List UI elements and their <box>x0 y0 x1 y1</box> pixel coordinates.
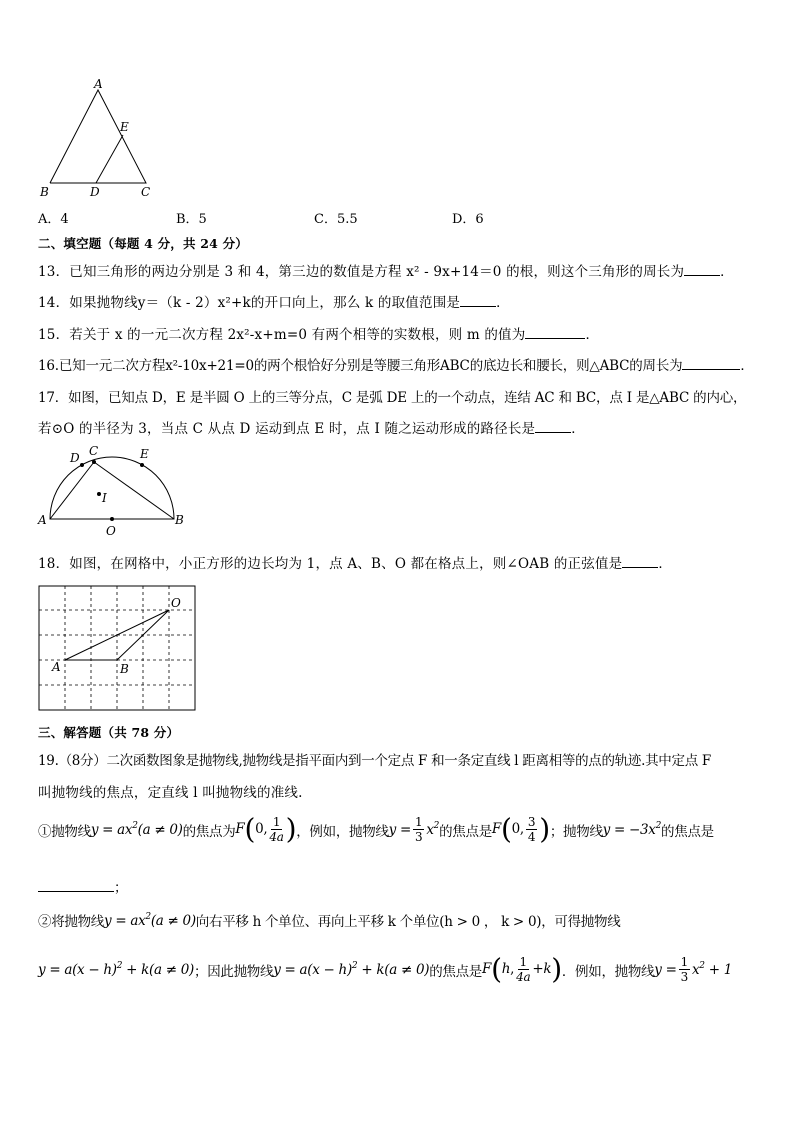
label-O: O <box>106 524 116 538</box>
option-a: A．4 <box>38 212 69 227</box>
formula-focus-general: F(0, $\frac{1}{4a}$ ) <box>235 812 297 846</box>
q17-text: 若⊙O 的半径为 3，当点 C 从点 D 运动到点 E 时，点 I 随之运动形成的路径长是 <box>38 421 536 437</box>
label-B: B <box>40 185 49 199</box>
q19-p1-c: ，例如，抛物线 <box>296 823 389 840</box>
q13 <box>38 260 734 280</box>
formula-neg3: $y = -3x^2$ <box>602 821 662 838</box>
label-B: B <box>175 513 184 527</box>
q19-part3 <box>38 952 733 986</box>
semicircle-figure <box>34 442 194 538</box>
q17-blank[interactable] <box>535 420 571 433</box>
q15 <box>38 323 599 343</box>
q13-text: 13．已知三角形的两边分别是 3 和 4，第三边的数值是方程 x² - 9x+14＝0 的根，则这个三角形的周长为 <box>38 264 685 280</box>
q15-blank[interactable] <box>525 326 585 339</box>
q17-line2 <box>38 417 585 437</box>
q18-blank[interactable] <box>622 555 658 568</box>
q19-p2-b: 向右平移 h 个单位、再向上平移 k 个单位(h > 0 ， k > 0)，可得抛物线 <box>195 914 621 930</box>
q17-line1: 17．如图，已知点 D，E 是半圆 O 上的三等分点，C 是弧 DE 上的一个动点，连结 AC 和 BC，点 I 是△ABC 的内心， <box>38 390 747 406</box>
q14 <box>38 291 510 311</box>
formula-focus-example: F(0, $\frac{3}{4}$ ) <box>491 812 550 846</box>
formula-parabola-2: $y = ax^2(a \ne 0)$ <box>104 911 196 929</box>
q15-end: ． <box>585 327 600 343</box>
option-b: B．5 <box>176 212 207 227</box>
q16 <box>38 354 754 374</box>
label-I: I <box>102 491 107 505</box>
q19-p3-b: 的焦点是 <box>429 963 483 980</box>
q19-p1-f: 的焦点是 <box>661 823 714 840</box>
formula-shifted: $y = a(x - h)^2 + k(a \ne 0)$ <box>38 961 194 978</box>
label-D: D <box>90 185 100 199</box>
q18-text: 18．如图，在网格中，小正方形的边长均为 1，点 A、B、O 都在格点上，则∠OAB 的正弦值是 <box>38 556 623 572</box>
q16-blank[interactable] <box>682 357 740 370</box>
q19-p3-c: ．例如，抛物线 <box>561 963 655 980</box>
q19-blank-line <box>38 876 128 896</box>
formula-example: y = <box>388 821 411 838</box>
label-E: E <box>140 447 149 461</box>
q15-text: 15．若关于 x 的一元二次方程 2x²-x+m=0 有两个相等的实数根，则 m 的值为 <box>38 327 526 343</box>
formula-parabola: $y = ax^2(a \ne 0)$ <box>90 821 183 838</box>
option-d: D．6 <box>452 212 484 227</box>
q16-end: ． <box>740 358 754 374</box>
q19-p1-a: ①抛物线 <box>38 823 91 840</box>
q13-blank[interactable] <box>684 263 720 276</box>
section2-title: 二、填空题（每题 4 分，共 24 分） <box>38 236 249 251</box>
label-E: E <box>120 120 129 134</box>
label-A: A <box>52 660 61 674</box>
q16-text: 16.已知一元二次方程x²-10x+21=0的两个根恰好分别是等腰三角形ABC的底边长和腰长，则△ABC的周长为 <box>38 358 683 374</box>
q17-end: ． <box>571 421 585 437</box>
formula-focus-shifted: F(h, $\frac{1}{4a}$ +k) <box>482 952 562 986</box>
label-C: C <box>141 185 151 199</box>
label-A: A <box>38 513 47 527</box>
q19-p2-a: ②将抛物线 <box>38 914 104 930</box>
section3-title: 三、解答题（共 78 分） <box>38 725 180 740</box>
q19-p1-e: ；抛物线 <box>549 823 603 840</box>
formula-x2-plus1: $x^2 + 1$ <box>691 961 733 978</box>
q19-part1 <box>38 812 714 846</box>
q19-part2 <box>38 910 620 930</box>
formula-example-2: y = <box>654 961 677 978</box>
triangle-figure <box>38 78 168 203</box>
formula-x2: $x^2$ <box>426 821 440 838</box>
label-A: A <box>94 78 103 91</box>
label-C: C <box>89 444 99 458</box>
q19-p1-d: 的焦点是 <box>439 823 492 840</box>
grid-figure <box>38 585 198 715</box>
q18-end: ． <box>658 556 673 572</box>
q19-p1-b: 的焦点为 <box>182 823 236 840</box>
formula-shifted-2: $y = a(x - h)^2 + k(a \ne 0)$ <box>273 961 430 978</box>
q13-end: ． <box>720 264 734 280</box>
q19-line2: 叫抛物线的焦点，定直线 l 叫抛物线的准线. <box>38 785 303 801</box>
q14-end: ． <box>496 295 510 311</box>
q19-p3-a: ；因此抛物线 <box>194 963 274 980</box>
frac-one-third-2: $\frac{1}{3}$ <box>680 955 688 984</box>
label-O: O <box>171 596 181 610</box>
label-D: D <box>70 451 80 465</box>
q14-text: 14．如果抛物线y＝（k - 2）x²+k的开口向上，那么 k 的取值范围是 <box>38 295 461 311</box>
q14-blank[interactable] <box>460 294 496 307</box>
frac-one-third: $\frac{1}{3}$ <box>414 815 423 844</box>
label-B: B <box>120 662 129 676</box>
q19-line1: 19.（8分）二次函数图象是抛物线,抛物线是指平面内到一个定点 F 和一条定直线 l 距离相等的点的轨迹.其中定点 F <box>38 753 711 769</box>
q18 <box>38 552 672 572</box>
q19-blank[interactable] <box>38 879 114 892</box>
option-c: C．5.5 <box>314 212 358 227</box>
q19-p1-tail: ； <box>114 880 128 896</box>
